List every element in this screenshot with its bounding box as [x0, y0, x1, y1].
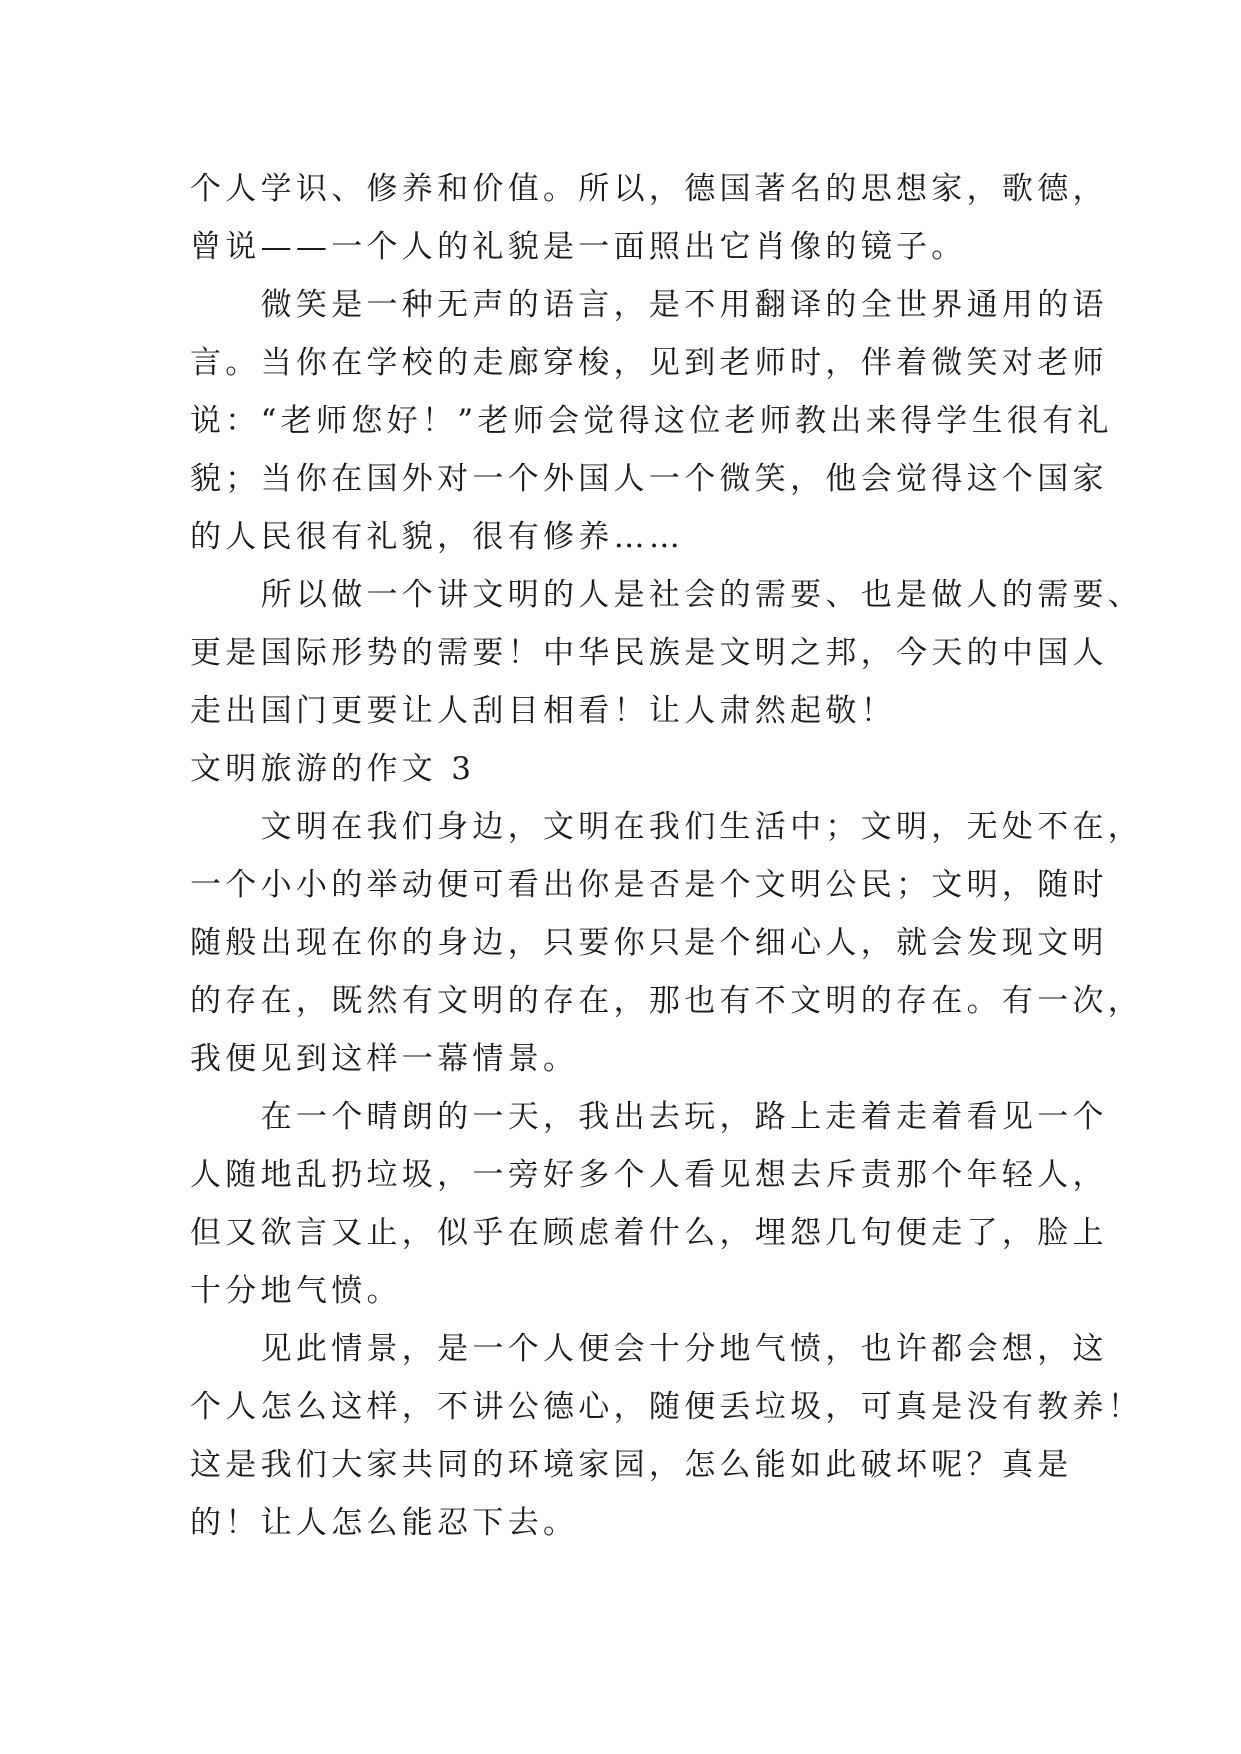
text-line: 这是我们大家共同的环境家园，怎么能如此破坏呢？真是 — [190, 1447, 1073, 1483]
text-line: 说：“老师您好！”老师会觉得这位老师教出来得学生很有礼 — [190, 403, 1113, 439]
text-line: 人随地乱扔垃圾，一旁好多个人看见想去斥责那个年轻人， — [190, 1157, 1108, 1193]
text-line: 随般出现在你的身边，只要你只是个细心人，就会发现文明 — [190, 925, 1108, 961]
text-line: 个人学识、修养和价值。所以，德国著名的思想家，歌德， — [190, 171, 1108, 207]
text-line: 所以做一个讲文明的人是社会的需要、也是做人的需要、 — [190, 577, 1144, 613]
text-line: 的人民很有礼貌，很有修养…… — [190, 519, 685, 555]
text-line: 言。当你在学校的走廊穿梭，见到老师时，伴着微笑对老师 — [190, 345, 1108, 381]
text-line: 貌；当你在国外对一个外国人一个微笑，他会觉得这个国家 — [190, 461, 1108, 497]
text-line: 的！让人怎么能忍下去。 — [190, 1505, 579, 1541]
text-line: 文明在我们身边，文明在我们生活中；文明，无处不在， — [190, 809, 1144, 845]
text-line: 个人怎么这样，不讲公德心，随便丢垃圾，可真是没有教养！ — [190, 1389, 1144, 1425]
text-line: 的存在，既然有文明的存在，那也有不文明的存在。有一次， — [190, 983, 1144, 1019]
document-body — [190, 160, 1144, 1552]
text-line: 一个小小的举动便可看出你是否是个文明公民；文明，随时 — [190, 867, 1108, 903]
text-line: 但又欲言又止，似乎在顾虑着什么，埋怨几句便走了，脸上 — [190, 1215, 1108, 1251]
text-line: 微笑是一种无声的语言，是不用翻译的全世界通用的语 — [190, 287, 1108, 323]
text-line: 十分地气愤。 — [190, 1273, 402, 1309]
text-line: 曾说——一个人的礼貌是一面照出它肖像的镜子。 — [190, 229, 967, 265]
text-line: 我便见到这样一幕情景。 — [190, 1041, 579, 1077]
text-line: 见此情景，是一个人便会十分地气愤，也许都会想，这 — [190, 1331, 1108, 1367]
text-line: 走出国门更要让人刮目相看！让人肃然起敬！ — [190, 693, 896, 729]
text-line: 更是国际形势的需要！中华民族是文明之邦，今天的中国人 — [190, 635, 1108, 671]
section-heading: 文明旅游的作文 3 — [190, 751, 476, 787]
text-line: 在一个晴朗的一天，我出去玩，路上走着走着看见一个 — [190, 1099, 1108, 1135]
